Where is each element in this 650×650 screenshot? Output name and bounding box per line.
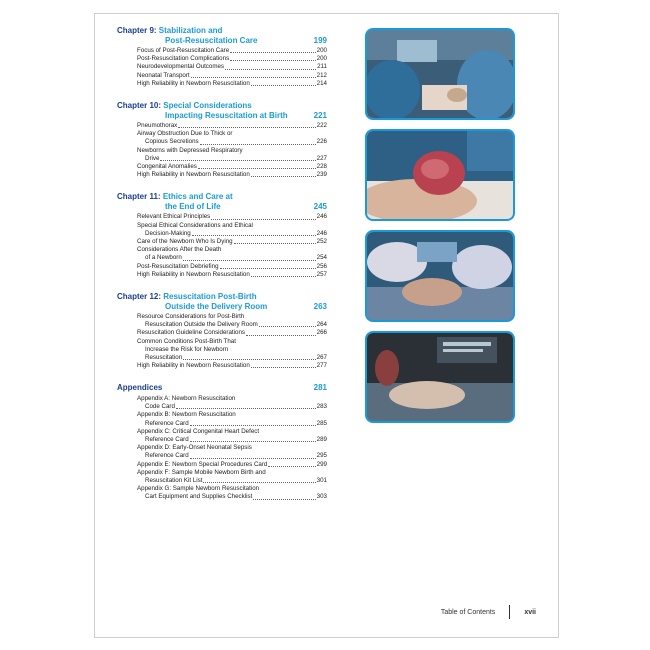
- toc-entry[interactable]: [117, 222, 327, 238]
- footer-page-number: xvii: [524, 608, 536, 616]
- appendices-page: 281: [313, 383, 327, 393]
- entry-text-line2: Reference Card: [145, 436, 189, 443]
- toc-entry[interactable]: [117, 130, 327, 146]
- entry-page: 226: [316, 138, 327, 146]
- chapter-label: Chapter 10:: [117, 101, 162, 111]
- toc-entry[interactable]: [117, 313, 327, 329]
- leader-dots: [220, 268, 316, 269]
- leader-dots: [230, 52, 316, 53]
- entry-page: 246: [316, 229, 327, 237]
- leader-dots: [190, 441, 316, 442]
- toc-entry[interactable]: [117, 171, 327, 179]
- entry-page: 267: [316, 354, 327, 362]
- leader-dots: [211, 219, 315, 220]
- entry-text: Congenital Anomalies: [137, 163, 197, 171]
- entry-text-line1: Appendix D: Early-Onset Neonatal Sepsis: [137, 444, 252, 452]
- leader-dots: [160, 160, 315, 161]
- toc-entry[interactable]: [117, 338, 327, 363]
- entry-page: 266: [316, 329, 327, 337]
- leader-dots: [251, 276, 316, 277]
- toc-entry[interactable]: [117, 213, 327, 221]
- toc-entry[interactable]: [117, 122, 327, 130]
- entry-page: 227: [316, 154, 327, 162]
- entry-text-line2: Copious Secretions: [145, 138, 199, 146]
- entry-text-line1: Appendix A: Newborn Resuscitation: [137, 394, 236, 402]
- leader-dots: [198, 168, 316, 169]
- toc-entry[interactable]: [117, 411, 327, 427]
- toc-entry[interactable]: [117, 469, 327, 485]
- leader-dots: [225, 69, 316, 70]
- leader-dots: [190, 425, 316, 426]
- toc-entry[interactable]: [117, 444, 327, 460]
- entry-text-line2: Code Card: [145, 403, 175, 411]
- leader-dots: [268, 466, 315, 467]
- entry-text-line2: Resuscitation Outside the Delivery Room: [145, 321, 258, 329]
- entry-page: 254: [316, 254, 327, 262]
- toc-entry[interactable]: [117, 80, 327, 88]
- entry-text-line2: Increase the Risk for Newborn: [145, 345, 229, 353]
- toc-entry[interactable]: [117, 395, 327, 411]
- entry-text: Care of the Newborn Who Is Dying: [137, 238, 233, 246]
- entry-page: 212: [316, 71, 327, 79]
- toc-entry[interactable]: [117, 163, 327, 171]
- leader-dots: [203, 482, 315, 483]
- entry-text: Neurodevelopmental Outcomes: [137, 63, 225, 71]
- entry-page: 211: [317, 63, 327, 71]
- toc-entry[interactable]: [117, 461, 327, 469]
- entry-text-line2: Reference Card: [145, 419, 189, 427]
- entry-text-line3: Resuscitation: [145, 354, 183, 362]
- leader-dots: [178, 127, 315, 128]
- entry-page: 264: [316, 321, 327, 329]
- entry-text: Post-Resuscitation Complications: [137, 55, 230, 63]
- entry-page: 283: [316, 403, 327, 411]
- entry-text: Pneumothorax: [137, 122, 178, 130]
- toc-entry[interactable]: [117, 362, 327, 370]
- leader-dots: [230, 60, 316, 61]
- toc-entry[interactable]: [117, 55, 327, 63]
- chapter-page: 245: [313, 201, 327, 211]
- chapter-page: 199: [313, 35, 327, 45]
- table-of-contents: [117, 26, 327, 515]
- entry-text-line2: Cart Equipment and Supplies Checklist: [145, 493, 253, 501]
- entry-page: 200: [316, 55, 327, 63]
- chapter-label: Chapter 11:: [117, 192, 161, 202]
- entry-page: 285: [316, 419, 327, 427]
- chapter-heading: [117, 26, 327, 45]
- chapter-page: 263: [313, 301, 327, 311]
- leader-dots: [251, 176, 316, 177]
- chapter-title-line2: Post-Resuscitation Care: [165, 35, 258, 45]
- toc-entry[interactable]: [117, 485, 327, 501]
- chapter-title-line2: Outside the Delivery Room: [165, 301, 268, 311]
- chapter-heading: [117, 192, 327, 211]
- appendices: [117, 383, 327, 501]
- photo-infant-on-monitor: [365, 331, 515, 423]
- chapter-title-line1: Ethics and Care at: [162, 192, 233, 202]
- entry-text: High Reliability in Newborn Resuscitation: [137, 362, 250, 370]
- appendices-label: Appendices: [117, 383, 163, 393]
- entry-text-line1: Appendix G: Sample Newborn Resuscitation: [137, 485, 260, 493]
- entry-text-line1: Considerations After the Death: [137, 246, 222, 254]
- entry-text-line2: Decision-Making: [145, 229, 191, 237]
- entry-page: 200: [316, 47, 327, 54]
- entry-text: Relevant Ethical Principles: [137, 213, 211, 221]
- toc-entry[interactable]: [117, 72, 327, 80]
- chapter-label: Chapter 12:: [117, 292, 162, 302]
- leader-dots: [259, 326, 316, 327]
- entry-text-line2: Resuscitation Kit List: [145, 477, 203, 485]
- chapter-title-line2: the End of Life: [165, 201, 221, 211]
- leader-dots: [234, 243, 316, 244]
- leader-dots: [251, 85, 316, 86]
- chapter-label: Chapter 9:: [117, 26, 157, 35]
- photo-column: [365, 28, 517, 432]
- toc-entry[interactable]: [117, 271, 327, 279]
- entry-page: 246: [316, 213, 327, 221]
- entry-text-line1: Common Conditions Post-Birth That: [137, 337, 236, 345]
- entry-text: Neonatal Transport: [137, 71, 190, 79]
- entry-text-line1: Appendix F: Sample Mobile Newborn Birth and: [137, 468, 266, 476]
- entry-text-line2: of a Newborn: [145, 254, 182, 262]
- entry-text-line1: Special Ethical Considerations and Ethical: [137, 221, 253, 229]
- footer-section: Table of Contents: [440, 608, 496, 616]
- toc-entry[interactable]: [117, 47, 327, 55]
- entry-text: High Reliability in Newborn Resuscitation: [137, 79, 250, 87]
- chapter-heading: [117, 101, 327, 120]
- chapter-10: [117, 101, 327, 179]
- leader-dots: [176, 408, 316, 409]
- entry-page: 228: [316, 163, 327, 171]
- photo-newborn-abdomen: [365, 129, 515, 221]
- chapter-page: 221: [313, 110, 327, 120]
- entry-text-line1: Appendix C: Critical Congenital Heart Defect: [137, 427, 260, 435]
- leader-dots: [192, 235, 316, 236]
- toc-entry[interactable]: [117, 238, 327, 246]
- entry-text: Resuscitation Guideline Considerations: [137, 329, 245, 337]
- leader-dots: [253, 499, 315, 500]
- leader-dots: [191, 77, 316, 78]
- entry-page: 289: [316, 436, 327, 443]
- chapter-heading: [117, 292, 327, 311]
- entry-text-line1: Newborns with Depressed Respiratory: [137, 146, 243, 154]
- entry-text-line2: Drive: [145, 154, 160, 162]
- book-page: [94, 13, 559, 638]
- toc-entry[interactable]: [117, 63, 327, 71]
- entry-text: Appendix E: Newborn Special Procedures Card: [137, 460, 268, 468]
- entry-text: High Reliability in Newborn Resuscitation: [137, 270, 250, 278]
- toc-entry[interactable]: [117, 329, 327, 337]
- leader-dots: [251, 367, 316, 368]
- leader-dots: [200, 144, 316, 145]
- chapter-title-line1: Special Considerations: [163, 101, 252, 111]
- leader-dots: [190, 458, 316, 459]
- entry-text-line1: Airway Obstruction Due to Thick or: [137, 130, 233, 138]
- toc-entry[interactable]: [117, 263, 327, 271]
- entry-text-line1: Resource Considerations for Post-Birth: [137, 313, 245, 321]
- leader-dots: [183, 260, 316, 261]
- photo-clinicians-at-warmer: [365, 28, 515, 120]
- entry-text: High Reliability in Newborn Resuscitation: [137, 171, 250, 179]
- page-footer: [441, 605, 536, 619]
- entry-page: 299: [316, 460, 327, 468]
- chapter-9: [117, 26, 327, 88]
- photo-gloved-hands-infant: [365, 230, 515, 322]
- entry-page: 295: [316, 452, 327, 460]
- chapter-12: [117, 292, 327, 370]
- chapter-title-line1: Stabilization and: [158, 26, 223, 35]
- entry-page: 256: [316, 262, 327, 270]
- entry-text-line1: Appendix B: Newborn Resuscitation: [137, 411, 236, 419]
- entry-page: 277: [316, 362, 327, 370]
- entry-page: 239: [316, 171, 327, 179]
- chapter-11: [117, 192, 327, 279]
- leader-dots: [183, 359, 316, 360]
- chapter-title-line2: Impacting Resuscitation at Birth: [165, 110, 288, 120]
- toc-entry[interactable]: [117, 147, 327, 163]
- entry-text: Post-Resuscitation Debriefing: [137, 262, 219, 270]
- entry-page: 257: [316, 270, 327, 278]
- entry-text-line2: Reference Card: [145, 452, 189, 460]
- entry-page: 301: [316, 477, 327, 485]
- entry-page: 252: [316, 238, 327, 246]
- entry-page: 303: [316, 493, 327, 501]
- entry-page: 222: [316, 122, 327, 130]
- toc-entry[interactable]: [117, 428, 327, 444]
- entry-page: 214: [316, 79, 327, 87]
- footer-divider: [509, 605, 510, 619]
- entry-text: Focus of Post-Resuscitation Care: [137, 47, 230, 54]
- toc-entry[interactable]: [117, 246, 327, 262]
- appendices-heading: [117, 383, 327, 393]
- chapter-title-line1: Resuscitation Post-Birth: [163, 292, 257, 302]
- leader-dots: [246, 335, 316, 336]
